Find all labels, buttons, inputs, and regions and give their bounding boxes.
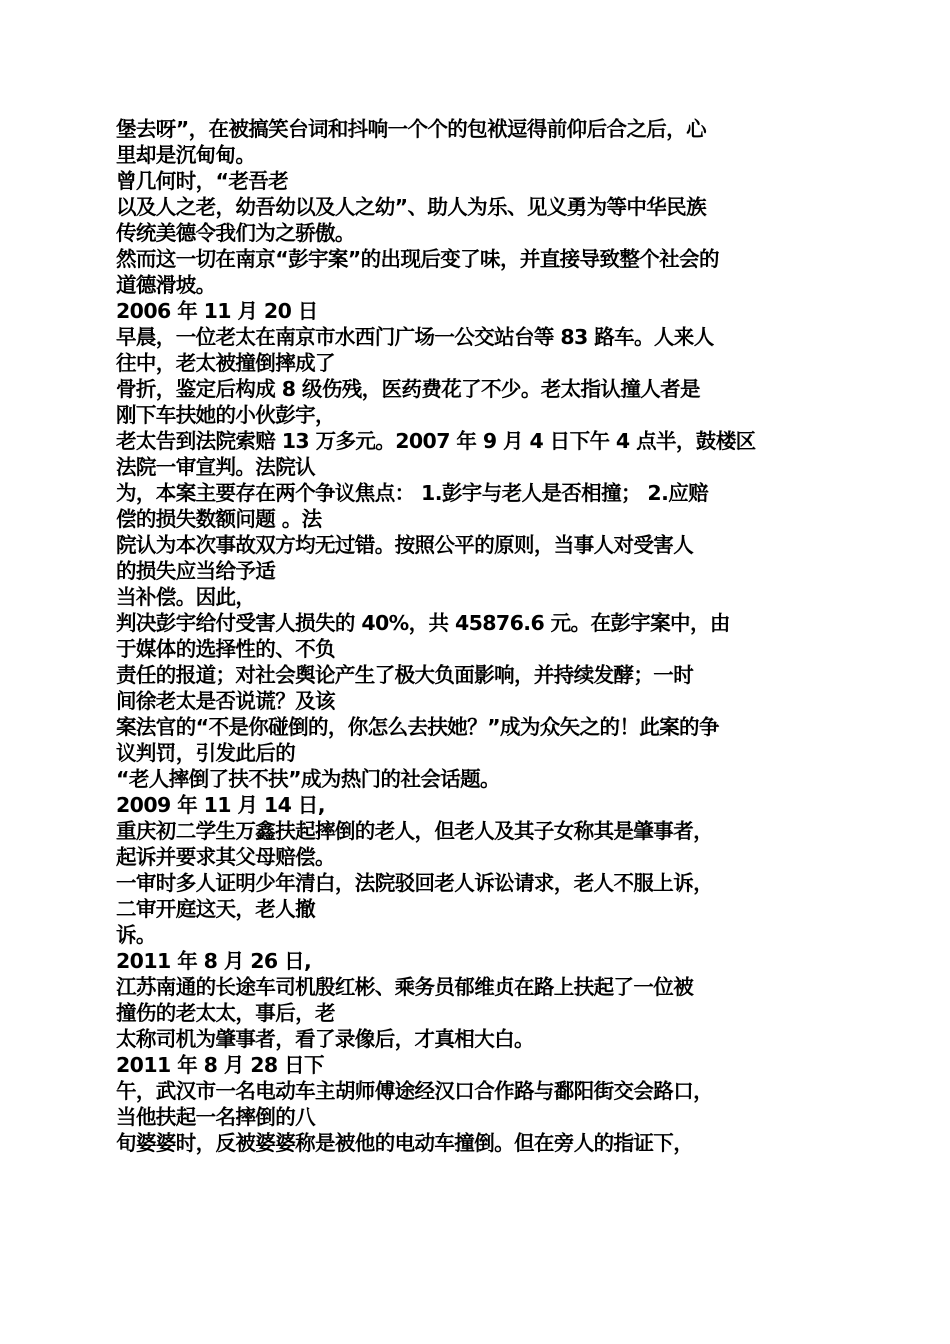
text-line: 江苏南通的长途车司机殷红彬、乘务员郁维贞在路上扶起了一位被 <box>116 975 694 999</box>
date-line: 2011 年 8 月 26 日, <box>116 949 312 973</box>
text-line: 传统美德令我们为之骄傲。 <box>116 221 355 245</box>
text-line: 的损失应当给予适 <box>116 559 276 583</box>
text-line: 间徐老太是否说谎？及该 <box>116 689 335 713</box>
text-line: 议判罚，引发此后的 <box>116 741 296 765</box>
text-line: 堡去呀”，在被搞笑台词和抖响一个个的包袱逗得前仰后合之后，心 <box>116 117 706 141</box>
text-line: 当补偿。因此， <box>116 585 256 609</box>
text-line: 案法官的“不是你碰倒的，你怎么去扶她？”成为众矢之的！此案的争 <box>116 715 719 739</box>
document-body <box>116 116 838 1156</box>
text-line: 偿的损失数额问题 。法 <box>116 507 322 531</box>
date-line: 2011 年 8 月 28 日下 <box>116 1053 324 1077</box>
text-line: 道德滑坡。 <box>116 273 216 297</box>
text-line: 判决彭宇给付受害人损失的 40%，共 45876.6 元。在彭宇案中，由 <box>116 611 730 635</box>
text-line: 为，本案主要存在两个争议焦点： 1.彭宇与老人是否相撞； 2.应赔 <box>116 481 709 505</box>
text-line: 二审开庭这天，老人撤 <box>116 897 315 921</box>
text-line: 院认为本次事故双方均无过错。按照公平的原则，当事人对受害人 <box>116 533 694 557</box>
text-line: 骨折，鉴定后构成 8 级伤残，医药费花了不少。老太指认撞人者是 <box>116 377 700 401</box>
date-line: 2006 年 11 月 20 日 <box>116 299 318 323</box>
text-line: 太称司机为肇事者，看了录像后，才真相大白。 <box>116 1027 534 1051</box>
text-line: 于媒体的选择性的、不负 <box>116 637 335 661</box>
text-line: 以及人之老，幼吾幼以及人之幼”、助人为乐、见义勇为等中华民族 <box>116 195 706 219</box>
text-line: 老太告到法院索赔 13 万多元。2007 年 9 月 4 日下午 4 点半，鼓楼区 <box>116 429 756 453</box>
text-line: 曾几何时，“老吾老 <box>116 169 289 193</box>
date-line: 2009 年 11 月 14 日, <box>116 793 325 817</box>
text-line: 诉。 <box>116 923 156 947</box>
text-line: 撞伤的老太太，事后，老 <box>116 1001 335 1025</box>
text-line: 刚下车扶她的小伙彭宇， <box>116 403 335 427</box>
text-line: 里却是沉甸甸。 <box>116 143 256 167</box>
text-line: 早晨，一位老太在南京市水西门广场一公交站台等 83 路车。人来人 <box>116 325 714 349</box>
text-line: 然而这一切在南京“彭宇案”的出现后变了味，并直接导致整个社会的 <box>116 247 719 271</box>
text-line: 法院一审宣判。法院认 <box>116 455 315 479</box>
text-line: 旬婆婆时，反被婆婆称是被他的电动车撞倒。但在旁人的指证下， <box>116 1131 694 1155</box>
text-line: 往中，老太被撞倒摔成了 <box>116 351 335 375</box>
text-line: 午，武汉市一名电动车主胡师傅途经汉口合作路与鄱阳街交会路口， <box>116 1079 713 1103</box>
text-line: “老人摔倒了扶不扶”成为热门的社会话题。 <box>116 767 500 791</box>
text-line: 责任的报道；对社会舆论产生了极大负面影响，并持续发酵；一时 <box>116 663 694 687</box>
text-line: 起诉并要求其父母赔偿。 <box>116 845 335 869</box>
text-line: 重庆初二学生万鑫扶起摔倒的老人，但老人及其子女称其是肇事者， <box>116 819 713 843</box>
text-line: 当他扶起一名摔倒的八 <box>116 1105 315 1129</box>
text-line: 一审时多人证明少年清白，法院驳回老人诉讼请求，老人不服上诉， <box>116 871 713 895</box>
